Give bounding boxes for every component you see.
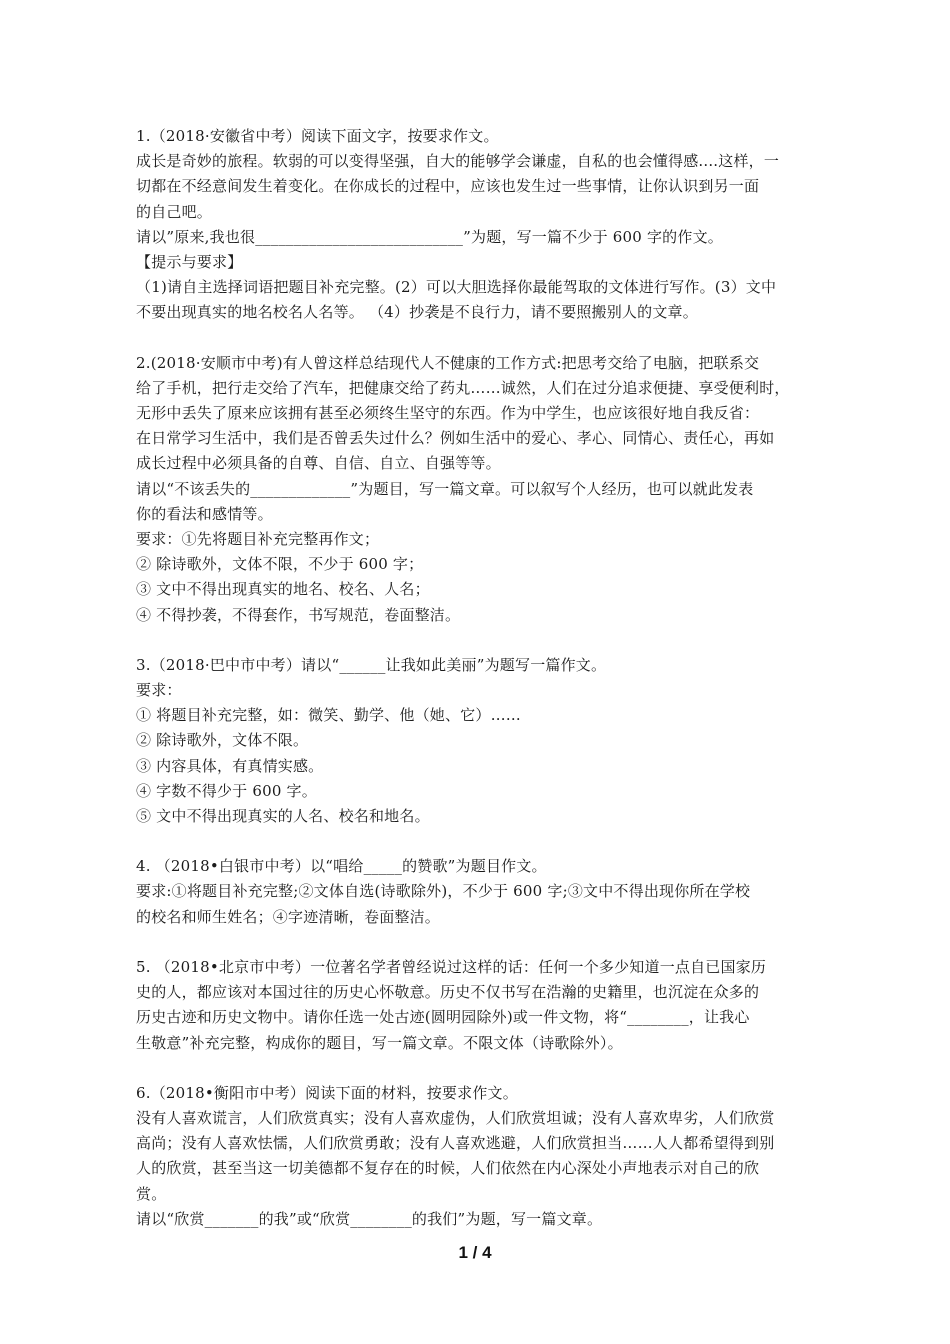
question-6-line: 请以“欣赏_______的我”或“欣赏________的我们”为题，写一篇文章。 — [136, 1209, 603, 1228]
question-2-line: 2.(2018·安顺市中考)有人曾这样总结现代人不健康的工作方式:把思考交给了电脑，把联系交 — [136, 353, 760, 372]
question-6-line: 高尚；没有人喜欢怯懦，人们欣赏勇敢；没有人喜欢逃避，人们欣赏担当……人人都希望得到别 — [136, 1134, 775, 1153]
question-2-line: 成长过程中必须具备的自尊、自信、自立、自强等等。 — [136, 454, 501, 473]
question-2-line: 要求：①先将题目补充完整再作文； — [136, 530, 380, 549]
question-2-line: 在日常学习生活中，我们是否曾丢失过什么？例如生活中的爱心、孝心、同情心、责任心，再如 — [136, 429, 775, 448]
question-1 — [136, 124, 820, 326]
question-3-line: 3.（2018·巴中市中考）请以“______让我如此美丽”为题写一篇作文。 — [136, 655, 607, 674]
question-5-line: 历史古迹和历史文物中。请你任选一处古迹(圆明园除外)或一件文物，将“________，让我心 — [136, 1008, 750, 1027]
question-4-line: 的校名和师生姓名；④字迹清晰，卷面整洁。 — [136, 907, 441, 926]
question-3-line: ④ 字数不得少于 600 字。 — [136, 781, 317, 800]
question-3-line: ② 除诗歌外，文体不限。 — [136, 731, 309, 750]
question-3-line: 要求： — [136, 681, 182, 700]
question-5-line: 史的人，都应该对本国过往的历史心怀敬意。历史不仅书写在浩瀚的史籍里，也沉淀在众多的 — [136, 983, 760, 1002]
question-4-line: 4. （2018•白银市中考）以“唱给_____的赞歌”为题目作文。 — [136, 857, 547, 876]
question-3-line: ③ 内容具体，有真情实感。 — [136, 756, 324, 775]
question-2-line: 请以“不该丢失的_____________”为题目，写一篇文章。可以叙写个人经历，也可以就此发表 — [136, 479, 754, 498]
question-2-line: 给了手机，把行走交给了汽车，把健康交给了药丸……诚然，人们在过分追求便捷、享受便利时， — [136, 378, 790, 397]
document-body — [136, 124, 820, 1232]
question-2-line: 无形中丢失了原来应该拥有甚至必须终生坚守的东西。作为中学生，也应该很好地自我反省： — [136, 404, 760, 423]
spacer — [136, 628, 820, 653]
question-6-line: 6.（2018•衡阳市中考）阅读下面的材料，按要求作文。 — [136, 1083, 518, 1102]
spacer — [136, 829, 820, 854]
question-3-line: ⑤ 文中不得出现真实的人名、校名和地名。 — [136, 807, 430, 826]
question-6 — [136, 1081, 820, 1232]
question-3-line: ① 将题目补充完整，如：微笑、勤学、他（她、它）…… — [136, 706, 521, 725]
question-2 — [136, 351, 820, 628]
question-4 — [136, 854, 820, 930]
question-6-line: 没有人喜欢谎言，人们欣赏真实；没有人喜欢虚伪，人们欣赏坦诚；没有人喜欢卑劣，人们欣赏 — [136, 1108, 775, 1127]
question-2-line: ② 除诗歌外，文体不限，不少于 600 字； — [136, 555, 424, 574]
question-4-line: 要求:①将题目补充完整;②文体自选(诗歌除外)，不少于 600 字;③文中不得出现你所在学校 — [136, 882, 751, 901]
question-2-line: 你的看法和感情等。 — [136, 504, 273, 523]
question-5 — [136, 955, 820, 1056]
question-1-line: 成长是奇妙的旅程。软弱的可以变得坚强，自大的能够学会谦虚，自私的也会懂得感....这样，一 — [136, 152, 780, 171]
question-6-line: 人的欣赏，甚至当这一切美德都不复存在的时候，人们依然在内心深处小声地表示对自己的欣 — [136, 1159, 760, 1178]
spacer — [136, 930, 820, 955]
question-1-line: 请以”原来,我也很___________________________”为题，写一篇不少于 600 字的作文。 — [136, 227, 723, 246]
question-1-line: （1)请自主选择词语把题目补充完整。(2）可以大胆选择你最能驾取的文体进行写作。(3）文中 — [136, 278, 777, 297]
question-1-line: 1.（2018·安徽省中考）阅读下面文字，按要求作文。 — [136, 127, 499, 145]
question-6-line: 赏。 — [136, 1184, 167, 1203]
question-3 — [136, 653, 820, 829]
question-1-line: 的自己吧。 — [136, 202, 213, 221]
question-1-line: 切都在不经意间发生着变化。在你成长的过程中，应该也发生过一些事情，让你认识到另一面 — [136, 177, 760, 196]
spacer — [136, 326, 820, 351]
question-2-line: ③ 文中不得出现真实的地名、校名、人名； — [136, 580, 430, 599]
spacer — [136, 1056, 820, 1081]
question-1-line: 【提示与要求】 — [136, 253, 243, 272]
question-5-line: 5. （2018•北京市中考）一位著名学者曾经说过这样的话：任何一个多少知道一点自已国家历 — [136, 957, 767, 976]
page-number: 1 / 4 — [458, 1243, 492, 1262]
question-5-line: 生敬意”补充完整，构成你的题目，写一篇文章。不限文体（诗歌除外）。 — [136, 1033, 623, 1052]
question-2-line: ④ 不得抄袭，不得套作，书写规范，卷面整洁。 — [136, 605, 461, 624]
question-1-line: 不要出现真实的地名校名人名等。 （4）抄袭是不良行力，请不要照搬别人的文章。 — [136, 303, 698, 322]
